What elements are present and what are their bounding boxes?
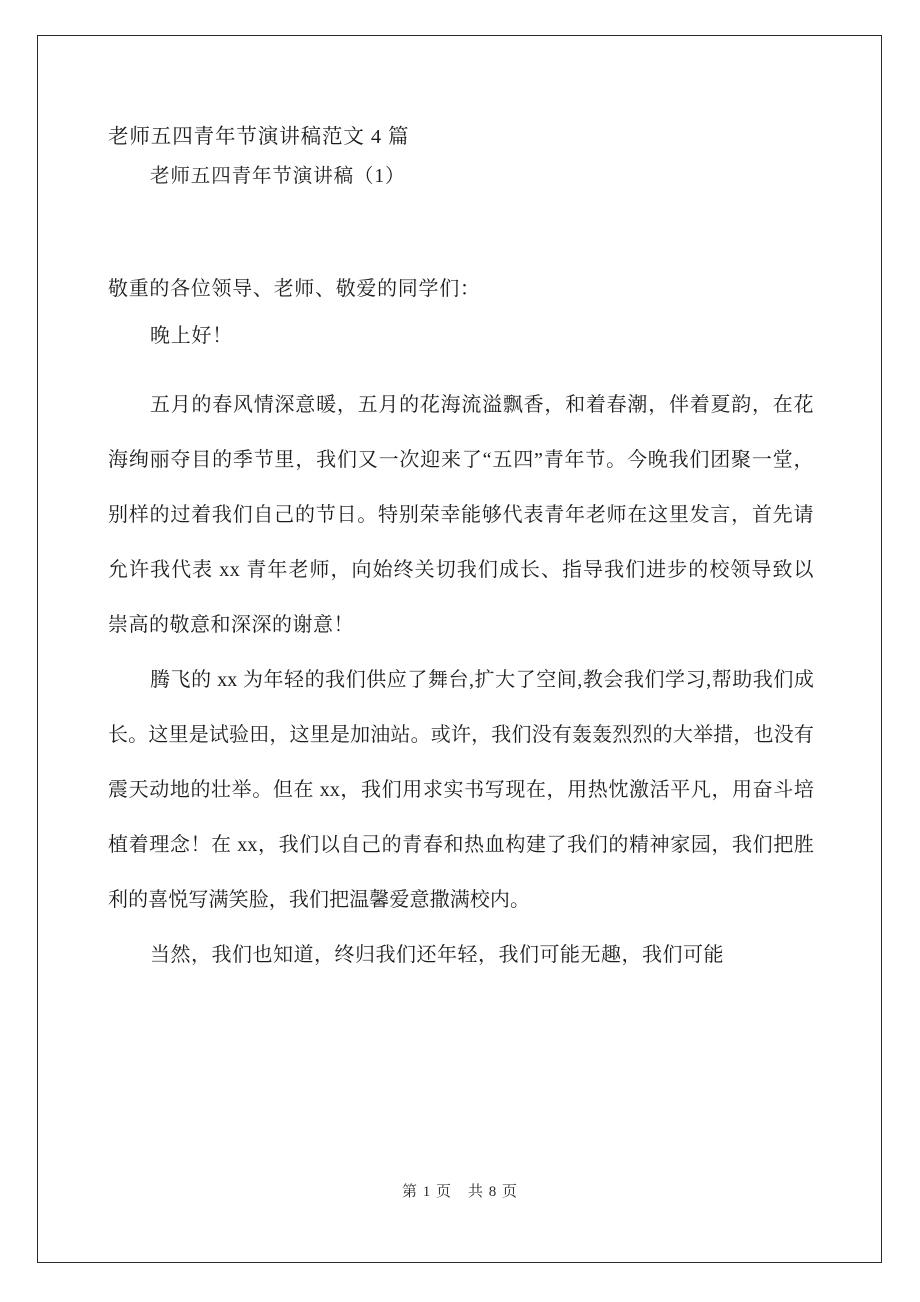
body-paragraph-3: 当然，我们也知道，终归我们还年轻，我们可能无趣，我们可能 bbox=[150, 944, 724, 966]
document-subtitle: 老师五四青年节演讲稿（1） bbox=[150, 166, 406, 187]
document-body bbox=[108, 120, 814, 983]
salutation-line: 敬重的各位领导、老师、敬爱的同学们： bbox=[108, 278, 481, 300]
body-paragraph-1: 五月的春风情深意暖，五月的花海流溢飘香，和着春潮，伴着夏韵，在花海绚丽夺目的季节里，我们又一次迎来了“五四”青年节。今晚我们团聚一堂，别样的过着我们自己的节日。特别荣幸能够代表青年老师在这里发言，首先请允许我代表 xx 青年老师，向始终关切我们成长、指导我们进步的校领导致以崇高的敬意和深深的谢意！ bbox=[108, 394, 814, 636]
title-spacer bbox=[108, 194, 814, 266]
page-footer: 第 1 页 共 8 页 bbox=[401, 1184, 518, 1200]
document-title: 老师五四青年节演讲稿范文 4 篇 bbox=[108, 126, 410, 148]
greeting-line: 晚上好！ bbox=[150, 325, 233, 347]
greeting-spacer bbox=[108, 360, 814, 378]
body-paragraph-2: 腾飞的 xx 为年轻的我们供应了舞台,扩大了空间,教会我们学习,帮助我们成长。这里是试验田，这里是加油站。或许，我们没有轰轰烈烈的大举措，也没有震天动地的壮举。但在 xx，我们用求实书写现在，用热忱激活平凡，用奋斗培植着理念！在 xx，我们以自己的青春和热血构建了我们的精神家园，我们把胜利的喜悦写满笑脸，我们把温馨爱意撒满校内。 bbox=[108, 669, 814, 911]
